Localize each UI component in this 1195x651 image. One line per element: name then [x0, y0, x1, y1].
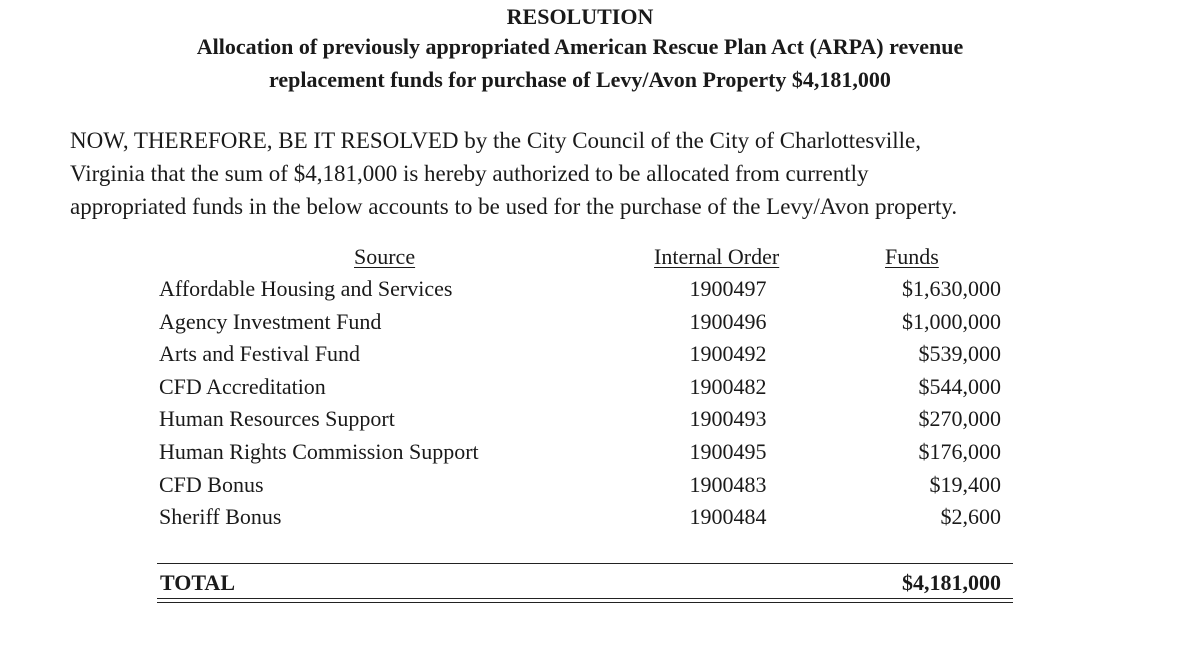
internal-order-cell: 1900484 — [689, 504, 767, 530]
table-row — [0, 436, 1195, 469]
total-value: $4,181,000 — [902, 570, 1001, 595]
source-cell: Human Rights Commission Support — [159, 438, 479, 464]
internal-order-cell: 1900496 — [689, 308, 767, 334]
funds-cell: $270,000 — [918, 406, 1001, 432]
source-cell: Human Resources Support — [159, 406, 395, 432]
resolution-subtitle-line-2: replacement funds for purchase of Levy/Avon Property $4,181,000 — [269, 67, 891, 92]
paragraph-line: Virginia that the sum of $4,181,000 is hereby authorized to be allocated from currently — [70, 161, 869, 186]
funds-cell: $2,600 — [940, 504, 1001, 530]
internal-order-cell: 1900493 — [689, 406, 767, 432]
column-header-internal-order: Internal Order — [654, 244, 780, 269]
table-row — [0, 371, 1195, 404]
funds-cell: $544,000 — [918, 373, 1001, 399]
resolution-subtitle-line-1: Allocation of previously appropriated American Rescue Plan Act (ARPA) revenue — [196, 34, 964, 59]
paragraph-line: appropriated funds in the below accounts to be used for the purchase of the Levy/Avon property. — [70, 194, 958, 219]
column-header-funds: Funds — [885, 244, 939, 269]
resolution-paragraph — [70, 124, 957, 223]
internal-order-cell: 1900495 — [689, 438, 767, 464]
source-cell: Sheriff Bonus — [159, 504, 282, 530]
source-cell: Agency Investment Fund — [159, 308, 382, 334]
source-cell: Affordable Housing and Services — [159, 276, 453, 301]
table-row — [0, 273, 1195, 306]
table-row — [0, 469, 1195, 502]
source-cell: CFD Bonus — [159, 471, 264, 497]
total-top-rule — [157, 563, 1013, 564]
internal-order-cell: 1900497 — [689, 276, 767, 301]
internal-order-cell: 1900483 — [689, 471, 767, 497]
internal-order-cell: 1900492 — [689, 341, 767, 367]
funds-cell: $539,000 — [918, 341, 1001, 367]
table-row — [0, 403, 1195, 436]
funds-cell: $19,400 — [929, 471, 1001, 497]
source-cell: Arts and Festival Fund — [159, 341, 361, 367]
paragraph-line: NOW, THEREFORE, BE IT RESOLVED by the City Council of the City of Charlottesville, — [70, 128, 921, 153]
table-row — [0, 501, 1195, 534]
column-header-source: Source — [354, 244, 416, 269]
source-cell: CFD Accreditation — [159, 373, 326, 399]
funds-cell: $176,000 — [918, 438, 1001, 464]
resolution-title: RESOLUTION — [506, 4, 654, 29]
internal-order-cell: 1900482 — [689, 373, 767, 399]
funds-table — [0, 273, 1195, 534]
total-label: TOTAL — [160, 570, 235, 595]
table-row — [0, 306, 1195, 339]
funds-cell: $1,000,000 — [902, 308, 1001, 334]
total-double-rule — [157, 598, 1013, 603]
table-row — [0, 338, 1195, 371]
funds-cell: $1,630,000 — [902, 276, 1001, 301]
